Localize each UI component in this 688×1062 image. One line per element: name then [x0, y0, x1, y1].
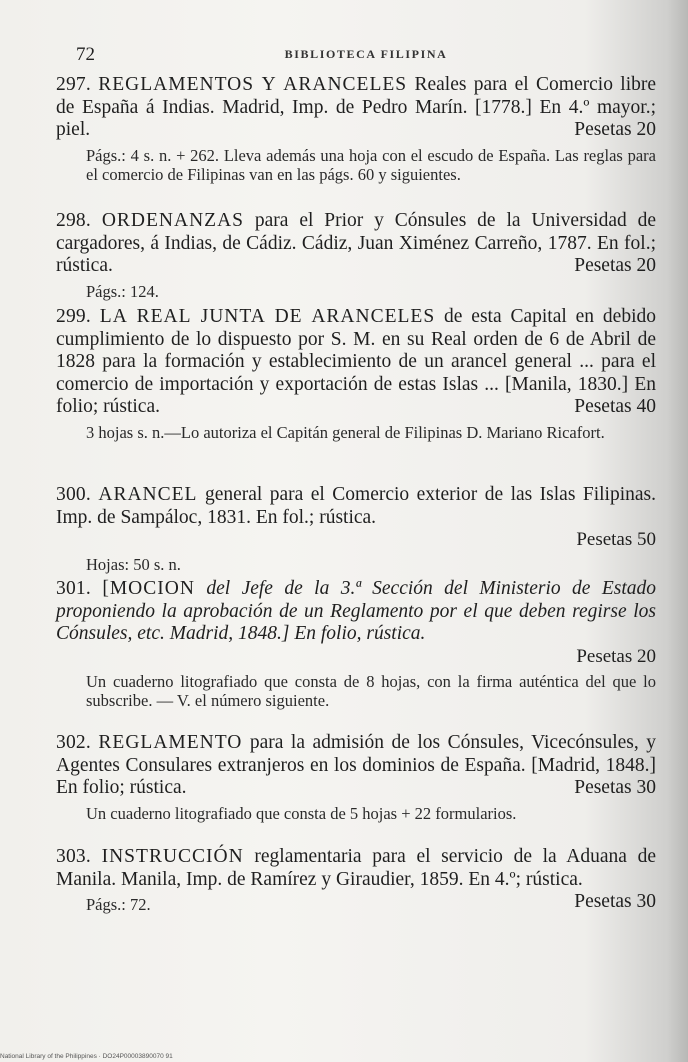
catalog-entry-299 [56, 306, 656, 442]
entry-note: Págs.: 4 s. n. + 262. Lleva además una hoja con el escudo de España. Las reglas para el comercio de Filipinas van en las págs. 60 y siguientes. [86, 145, 656, 184]
entry-title: REGLAMENTOS Y ARANCELES [98, 74, 408, 95]
entry-description: para la admisión de los Cónsules, Vicecónsules, y Agentes Consulares extranjeros en los dominios de España. [Madrid, 1848.] En folio; rústica. [56, 732, 656, 798]
entry-number: 301. [56, 578, 91, 599]
entry-number: 298. [56, 210, 91, 231]
page-number: 72 [76, 44, 95, 65]
library-stamp: National Library of the Philippines · DO24P00003890070 91 [0, 1053, 173, 1060]
entry-note: Un cuaderno litografiado que consta de 5 hojas + 22 formularios. [86, 803, 517, 823]
entry-number: 303. [56, 846, 91, 867]
catalog-entry-303 [56, 846, 656, 914]
catalog-entry-302 [56, 732, 656, 823]
entry-note: Págs.: 72. [86, 895, 151, 914]
entry-price: Pesetas 30 [574, 777, 656, 798]
entry-title: INSTRUCCIÓN [101, 846, 244, 867]
entry-description: de esta Capital en debido cumplimiento de lo dispuesto por S. M. en su Real orden de 6 de Abril de 1828 para la formación y establecimiento de un arancel general ... para el comercio de importación y exportación de estas Islas ... [Manila, 1830.] En folio; rústica. [56, 306, 656, 417]
entry-note: 3 hojas s. n.—Lo autoriza el Capitán general de Filipinas D. Mariano Ricafort. [86, 422, 605, 442]
page-header [76, 44, 656, 66]
entry-note: Hojas: 50 s. n. [86, 555, 181, 574]
entry-description: general para el Comercio exterior de las Islas Filipinas. Imp. de Sampáloc, 1831. En fol.; rústica. [56, 484, 657, 528]
entry-description: reglamentaria para el servicio de la Aduana de Manila. Manila, Imp. de Ramírez y Giraudier, 1859. En 4.º; rústica. [56, 846, 657, 890]
entry-price: Pesetas 30 [574, 891, 656, 912]
entry-title: ARANCEL [98, 484, 198, 505]
entry-title: ORDENANZAS [101, 210, 244, 231]
catalog-entry-301 [56, 578, 656, 710]
catalog-entry-300 [56, 484, 656, 574]
entry-description: para el Prior y Cónsules de la Universidad de cargadores, á Indias, de Cádiz. Cádiz, Juan Ximénez Carreño, 1787. En fol.; rústica. [56, 210, 657, 276]
entry-title: REGLAMENTO [98, 732, 243, 753]
entry-number: 299. [56, 306, 91, 327]
entry-number: 302. [56, 732, 91, 753]
entry-note: Un cuaderno litografiado que consta de 8 hojas, con la firma auténtica del que lo subscribe. — V. el número siguiente. [86, 671, 656, 710]
entry-description: Reales para el Comercio libre de España á Indias. Madrid, Imp. de Pedro Marín. [1778.] En 4.º mayor.; piel. [56, 74, 657, 140]
running-head: BIBLIOTECA FILIPINA [284, 47, 448, 61]
entry-price: Pesetas 20 [576, 645, 656, 667]
entry-description: del Jefe de la 3.ª Sección del Ministerio de Estado proponiendo la aprobación de un Reglamento por el que deben regirse los Cónsules, etc. Madrid, 1848.] En folio, rústica. [56, 578, 657, 644]
entry-title: [MOCION [102, 578, 195, 599]
catalog-entry-297 [56, 74, 656, 184]
entry-number: 300. [56, 484, 91, 505]
entry-note: Págs.: 124. [86, 281, 159, 301]
entry-price: Pesetas 50 [576, 529, 656, 550]
catalog-entry-298 [56, 210, 656, 301]
entry-price: Pesetas 20 [574, 255, 656, 276]
entry-price: Pesetas 40 [574, 396, 656, 417]
entry-number: 297. [56, 74, 91, 95]
entry-title: LA REAL JUNTA DE ARANCELES [99, 306, 436, 327]
entry-price: Pesetas 20 [574, 119, 656, 140]
